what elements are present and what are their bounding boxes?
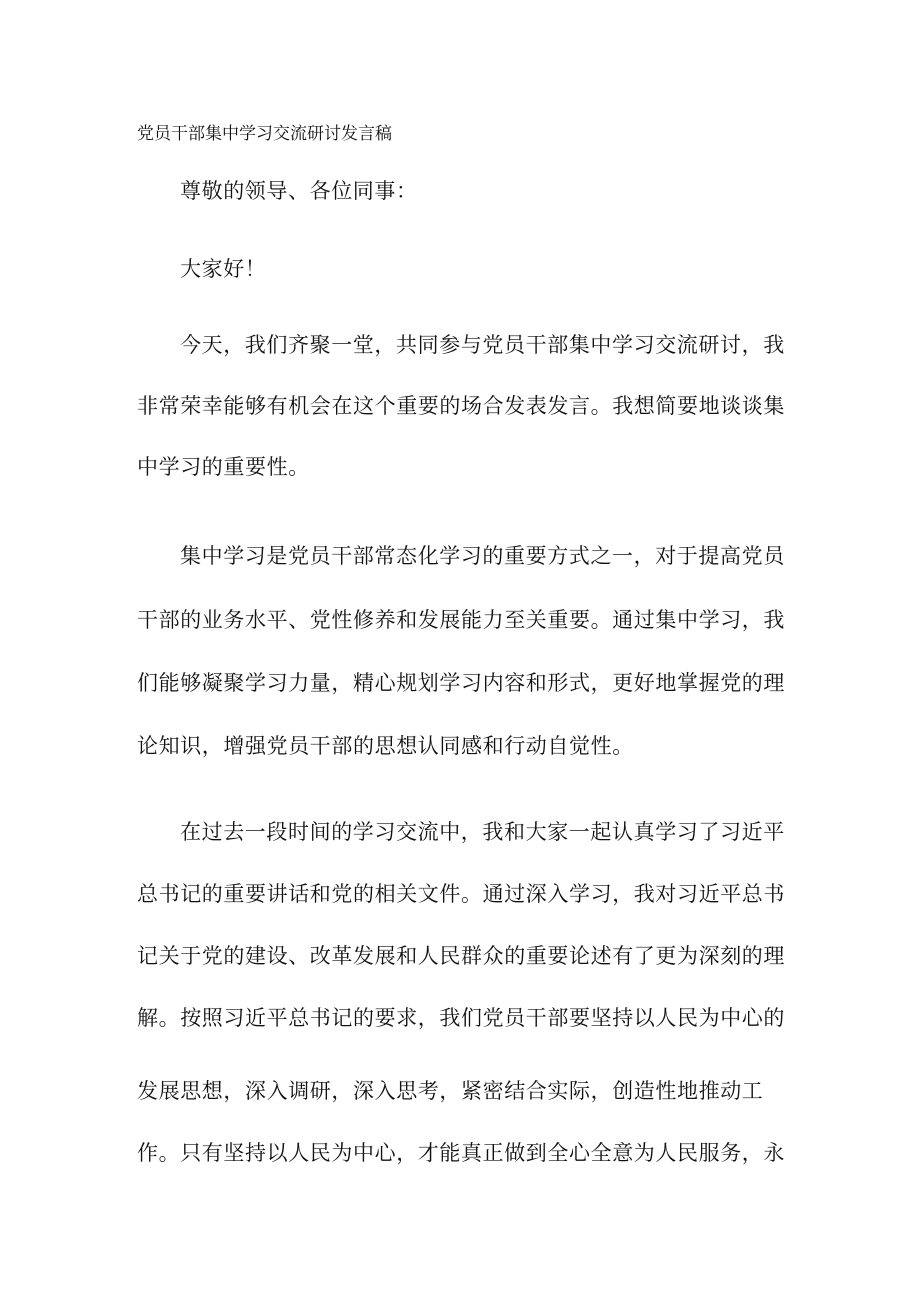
paragraph3-line2: 总书记的重要讲话和党的相关文件。通过深入学习，我对习近平总书: [137, 882, 785, 906]
salutation: 尊敬的领导、各位同事：: [180, 179, 418, 203]
paragraph1-line3: 中学习的重要性。: [137, 455, 310, 479]
paragraph3-line4: 解。按照习近平总书记的要求，我们党员干部要坚持以人民为中心的: [137, 1006, 785, 1030]
paragraph2-line4: 论知识，增强党员干部的思想认同感和行动自觉性。: [137, 734, 634, 758]
greeting: 大家好！: [180, 257, 267, 281]
paragraph2-line2: 干部的业务水平、党性修养和发展能力至关重要。通过集中学习，我: [137, 608, 785, 632]
paragraph3-line1: 在过去一段时间的学习交流中，我和大家一起认真学习了习近平: [180, 820, 785, 844]
paragraph2-line3: 们能够凝聚学习力量，精心规划学习内容和形式，更好地掌握党的理: [137, 671, 785, 695]
paragraph2-line1: 集中学习是党员干部常态化学习的重要方式之一，对于提高党员: [180, 544, 785, 568]
document-title: 党员干部集中学习交流研讨发言稿: [137, 124, 392, 144]
paragraph1-line2: 非常荣幸能够有机会在这个重要的场合发表发言。我想简要地谈谈集: [137, 394, 785, 418]
paragraph3-line3: 记关于党的建设、改革发展和人民群众的重要论述有了更为深刻的理: [137, 944, 785, 968]
paragraph3-line6: 作。只有坚持以人民为中心，才能真正做到全心全意为人民服务，永: [137, 1141, 785, 1165]
paragraph3-line5: 发展思想，深入调研，深入思考，紧密结合实际，创造性地推动工: [137, 1079, 764, 1103]
paragraph1-line1: 今天，我们齐聚一堂，共同参与党员干部集中学习交流研讨，我: [180, 333, 785, 357]
